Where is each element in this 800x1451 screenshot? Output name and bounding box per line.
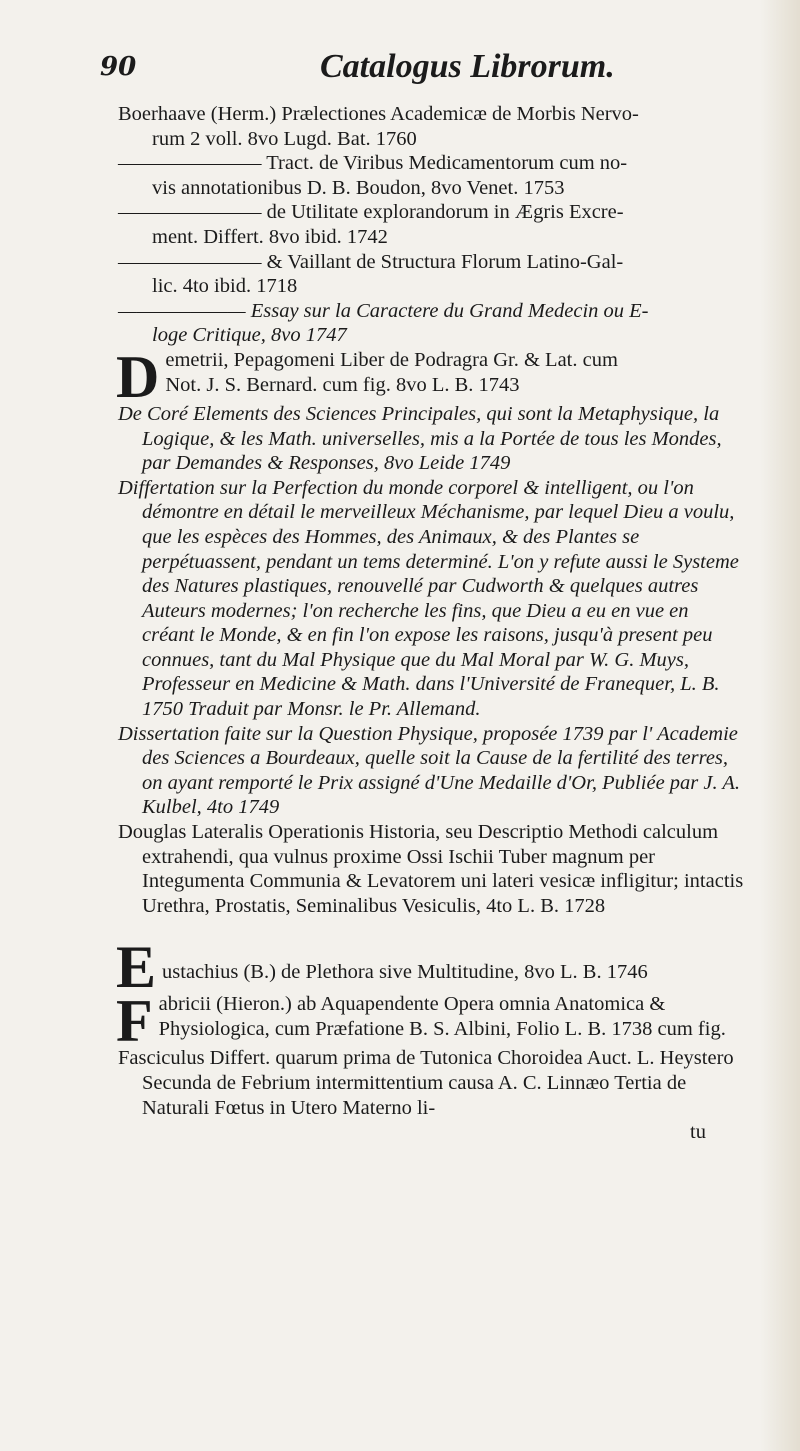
entry-text: abricii (Hieron.) ab Aquapendente Opera omnia Anatomica & Physiologica, cum Præfatione B. S. Albini, Folio L. B. 1738 cum fig. (158, 993, 726, 1040)
page-edge-stain (760, 0, 800, 1451)
entry-line: ——————— & Vaillant de Structura Florum Latino-Gal- (118, 250, 624, 273)
page-header (100, 42, 740, 92)
entry-line: emetrii, Pepagomeni Liber de Podragra Gr. & Lat. cum (165, 348, 618, 371)
entry-boerhaave (118, 102, 746, 348)
drop-cap: E (116, 934, 157, 1001)
entry-douglas: Douglas Lateralis Operationis Historia, seu Descriptio Methodi calculum extrahendi, qua vulnus proxime Ossi Ischii Tuber magnum per Integumenta Communia & Levatorem uni lateri vesicæ infligitur; intactis Urethra, Prostatis, Seminalibus Vesiculis, 4to L. B. 1728 (118, 821, 744, 917)
entry-text: ustachius (B.) de Plethora sive Multitudine, 8vo L. B. 1746 (162, 961, 648, 984)
entry-demetrii (116, 343, 746, 410)
entry-line: Not. J. S. Bernard. cum fig. 8vo L. B. 1743 (165, 373, 520, 396)
entry-line: Boerhaave (Herm.) Prælectiones Academicæ de Morbis Nervo- (118, 103, 639, 125)
entry-eustachius (116, 934, 746, 1001)
entry-line: loge Critique, 8vo 1747 (152, 324, 347, 347)
entry-line: vis annotationibus D. B. Boudon, 8vo Venet. 1753 (152, 176, 565, 199)
entry-line: lic. 4to ibid. 1718 (152, 275, 298, 298)
page-number: 90 (100, 52, 137, 82)
drop-cap: F (116, 988, 153, 1055)
section-gap (118, 918, 746, 938)
entry-fasciculus: Fasciculus Differt. quarum prima de Tutonica Choroidea Auct. L. Heystero Secunda de Febrium intermittentium causa A. C. Linnæo Tertia de Naturali Fœtus in Utero Materno li- (118, 1047, 734, 1119)
catchword: tu (690, 1121, 706, 1144)
catalogue-entries (118, 102, 746, 1145)
entry-line: rum 2 voll. 8vo Lugd. Bat. 1760 (152, 127, 417, 150)
entry-line: ——————— Essay sur la Caractere du Grand Medecin ou E- (118, 299, 649, 322)
drop-cap: D (116, 343, 160, 410)
entry-dissertation-question: Dissertation faite sur la Question Physique, proposée 1739 par l' Academie des Sciences a Bourdeaux, quelle soit la Cause de la fertilité des terres, on ayant remporté le Prix assigné d'Une Medaille d'Or, Publiée par J. A. Kulbel, 4to 1749 (118, 722, 741, 819)
running-title: Catalogus Librorum. (320, 48, 615, 85)
entry-fabricii (116, 988, 746, 1055)
entry-line: ment. Differt. 8vo ibid. 1742 (152, 225, 388, 248)
entry-line: ——————— de Utilitate explorandorum in Ægris Excre- (118, 201, 624, 224)
entry-dissertation-perfection: Differtation sur la Perfection du monde corporel & intelligent, ou l'on démontre en détail le merveilleux Méchanisme, par lequel Dieu a voulu, que les espèces des Hommes, des Animaux, & des Plantes se perpétuassent, pendant un tems determiné. L'on y refute aussi le Systeme des Natures plastiques, renouvellé par Cudworth & quelques autres Auteurs modernes; l'on recherche les fins, que Dieu a eu en vue en créant le Monde, & en fin l'on expose les raisons, jusqu'à present peu connues, tant du Mal Physique que du Mal Moral par W. G. Muys, Professeur en Medicine & Math. dans l'Université de Franequer, L. B. 1750 Traduit par Monsr. le Pr. Allemand. (118, 476, 739, 721)
entry-core-elements: De Coré Elements des Sciences Principales, qui sont la Metaphysique, la Logique, & les Math. universelles, mis a la Portée de tous les Mondes, par Demandes & Responses, 8vo Leide 1749 (118, 402, 722, 475)
entry-line: ——————— Tract. de Viribus Medicamentorum cum no- (118, 152, 628, 175)
